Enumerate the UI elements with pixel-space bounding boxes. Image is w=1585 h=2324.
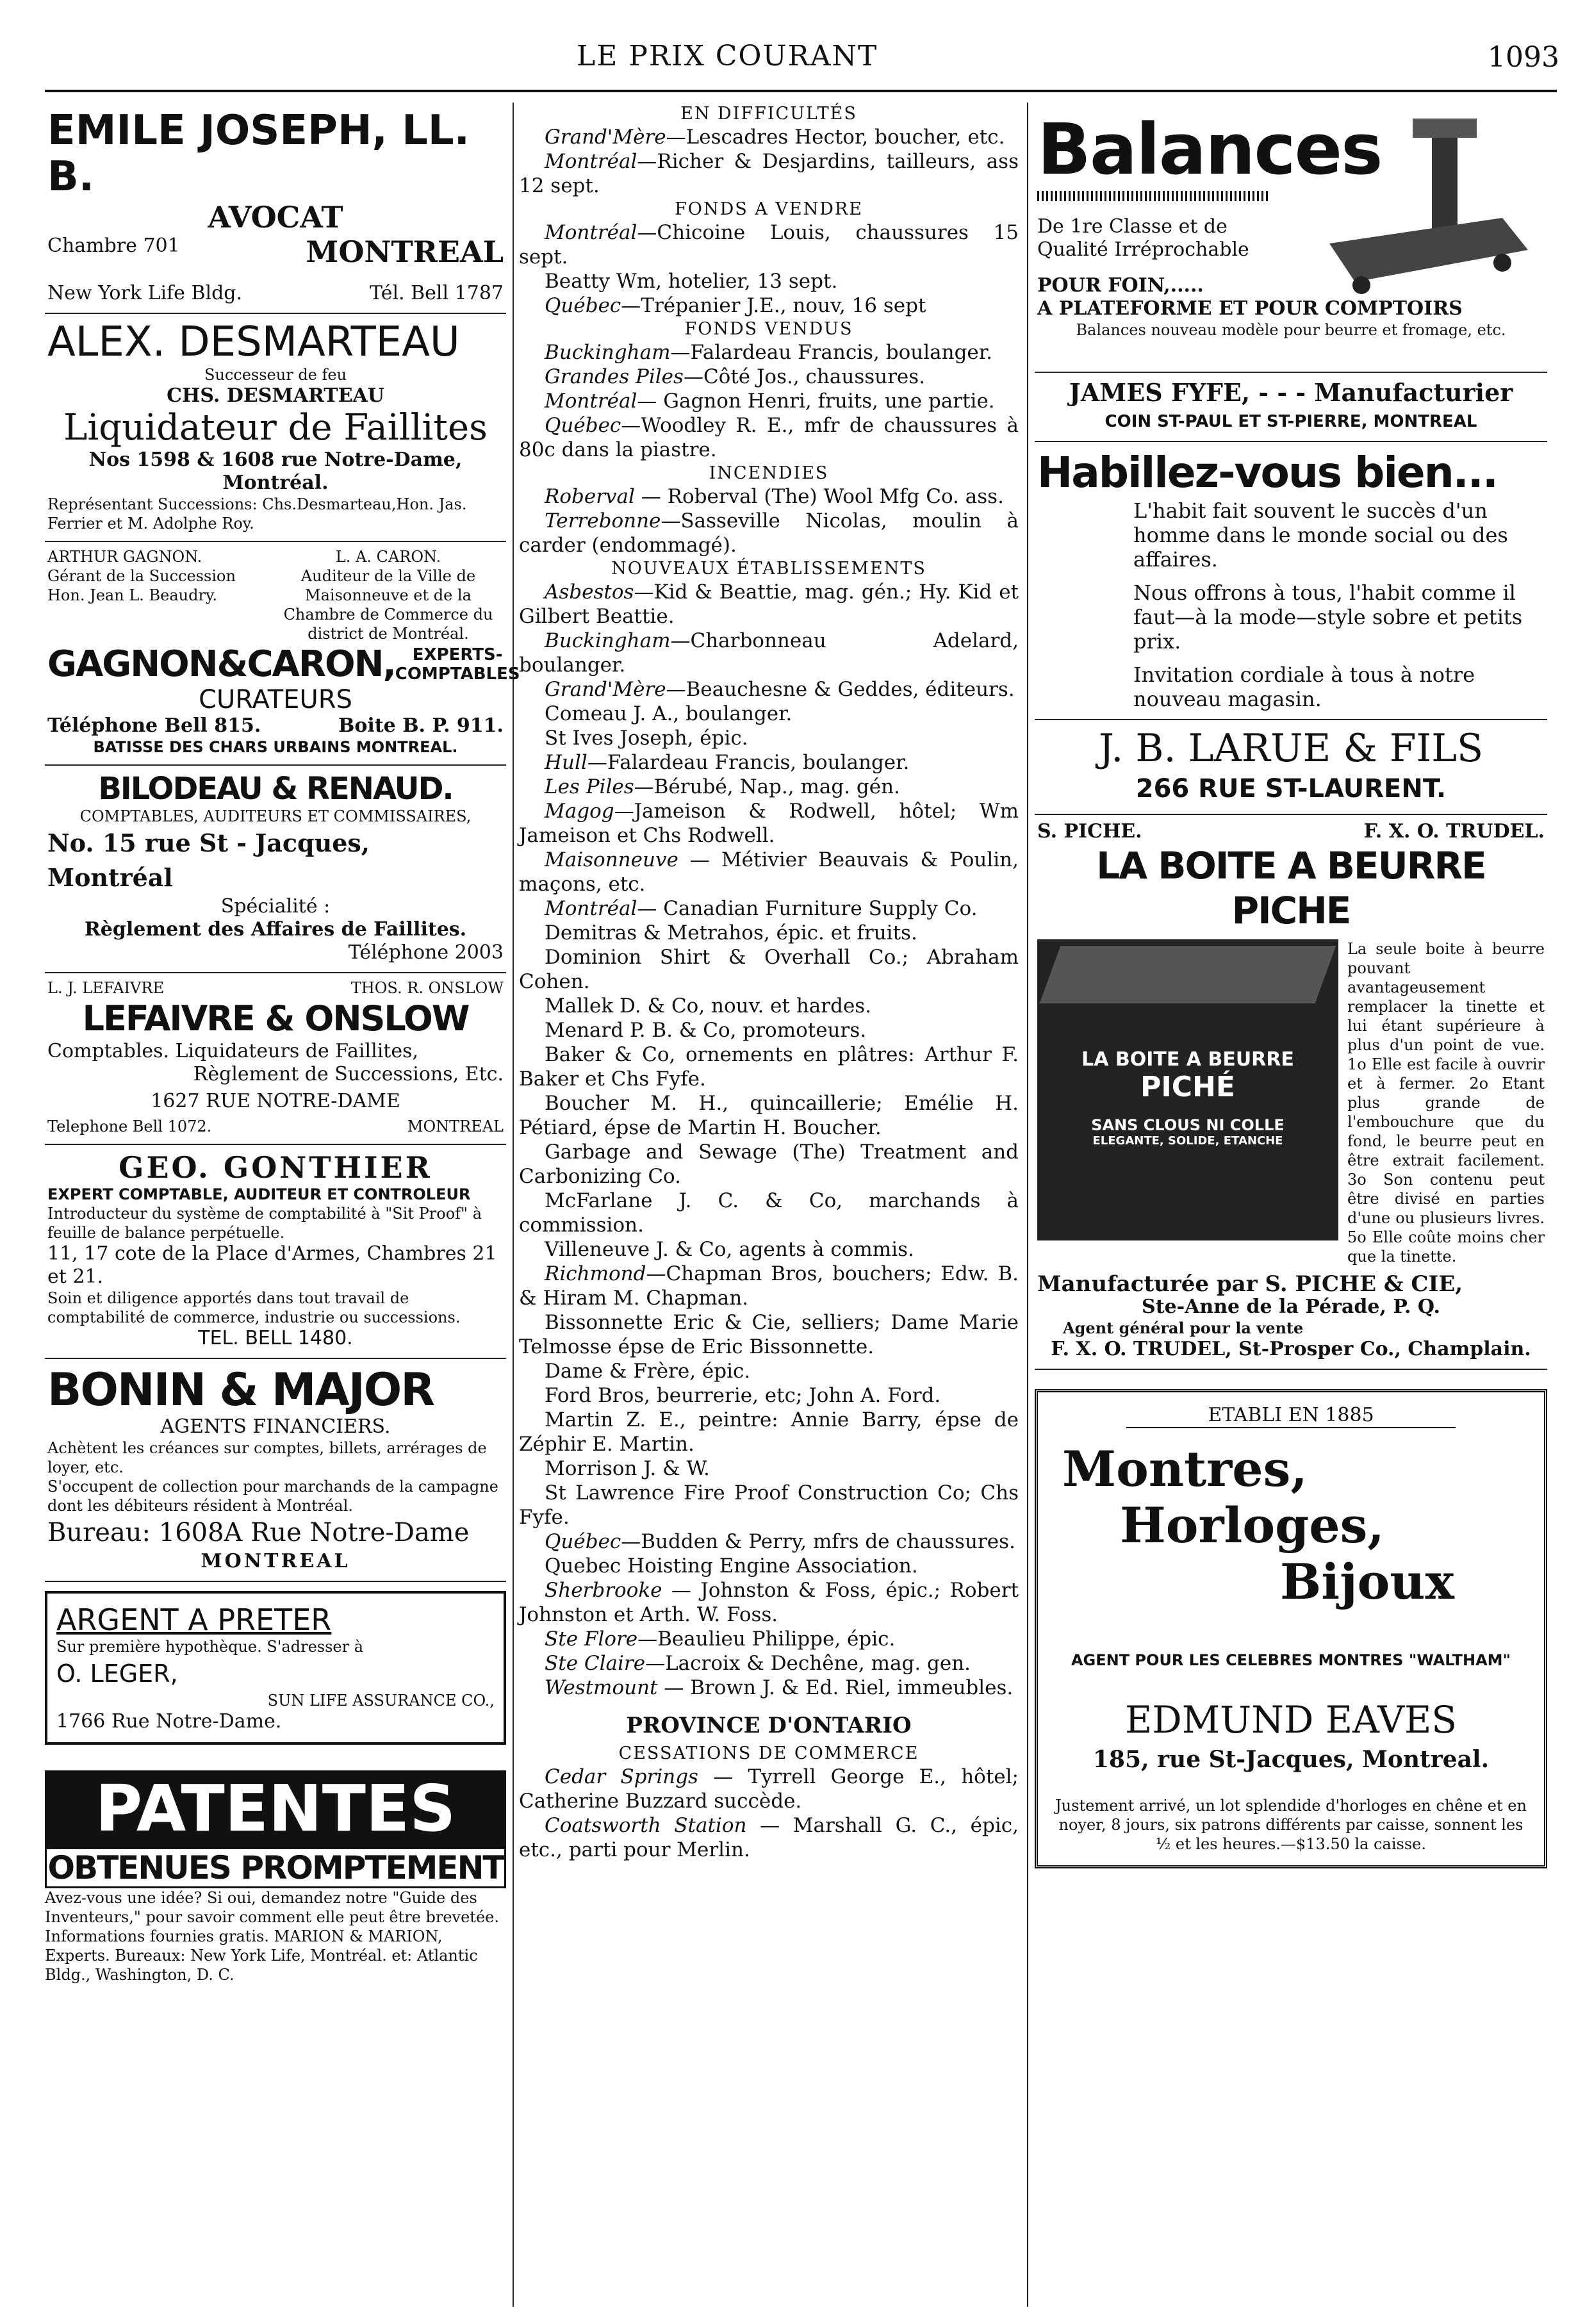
listing-place: Montréal [545, 897, 637, 920]
ad-name: LEFAIVRE & ONSLOW [82, 998, 469, 1039]
listing-place: Buckingham [545, 341, 671, 364]
listing-entry [519, 220, 1019, 269]
listing-entry [519, 629, 1019, 677]
ad-fyfe [1035, 373, 1547, 442]
listing-text: —Beauchesne & Geddes, éditeurs. [666, 678, 1015, 701]
ad-text: A PLATEFORME ET POUR COMPTOIRS [1037, 297, 1463, 320]
ad-habillez [1035, 442, 1547, 720]
section-heading: FONDS A VENDRE [675, 199, 863, 219]
listing-text: —Lacroix & Dechêne, mag. gen. [645, 1652, 971, 1675]
listing-entry [519, 580, 1019, 629]
listing-text: —Budden & Perry, mfrs de chaussures. [621, 1530, 1015, 1553]
listing-text: — Marshall G. C., épic, etc., parti pour Merlin. [519, 1814, 1019, 1861]
ad-desmarteau [45, 314, 506, 542]
ad-tel: Téléphone 2003 [348, 941, 504, 964]
listing-place: Westmount [545, 1676, 658, 1699]
listing-entry [519, 413, 1019, 462]
ad-name: O. LEGER, [56, 1660, 178, 1688]
listing-entry [519, 1237, 1019, 1262]
ad-tel: TEL. BELL 1480. [198, 1327, 353, 1349]
listing-text: Ford Bros, beurrerie, etc; John A. Ford. [545, 1384, 941, 1407]
listing-place: Grand'Mère [545, 678, 666, 701]
ad-text: Manufacturée par S. PICHE & CIE, [1037, 1271, 1463, 1297]
listing-text: —Beaulieu Philippe, épic. [637, 1628, 896, 1651]
listing-place: Cedar Springs [545, 1765, 698, 1788]
listing-entry [519, 921, 1019, 945]
listing-entry [519, 1310, 1019, 1359]
ad-text: ARTHUR GAGNON. [47, 548, 202, 566]
ad-text: L'habit fait souvent le succès d'un homme dans le monde social ou des affaires. [1133, 499, 1508, 572]
column-left [45, 103, 520, 2307]
ad-text: EXPERTS-COMPTABLES [395, 645, 520, 684]
listing-text: —Falardeau Francis, boulanger. [587, 751, 910, 774]
listing-place: Coatsworth Station [545, 1814, 747, 1837]
ad-text: Introducteur du système de comptabilité à "Sit Proof" à feuille de balance perpétuelle. [47, 1205, 482, 1242]
ad-text: EXPERT COMPTABLE, AUDITEUR ET CONTROLEUR [47, 1185, 471, 1203]
ad-balances [1035, 103, 1547, 373]
ad-lefaivre [45, 973, 506, 1145]
ad-text: F. X. O. TRUDEL, St-Prosper Co., Champlain. [1051, 1338, 1531, 1360]
ad-address: 1766 Rue Notre-Dame. [56, 1710, 282, 1733]
listing-place: Roberval [545, 485, 635, 508]
listing-entry [519, 1189, 1019, 1237]
column-divider [1027, 103, 1028, 2307]
ad-address: BATISSE DES CHARS URBAINS MONTREAL. [93, 738, 458, 756]
listing-place: Montréal [545, 390, 637, 413]
ad-tel: Telephone Bell 1072. [47, 1117, 212, 1135]
section-heading: NOUVEAUX ÉTABLISSEMENTS [611, 559, 926, 579]
listing-text: —Kid & Beattie, mag. gén.; Hy. Kid et Gilbert Beattie. [519, 581, 1019, 628]
listing-entry [519, 484, 1019, 509]
ad-title: Habillez-vous bien... [1037, 448, 1497, 497]
butter-box-illustration [1037, 939, 1338, 1240]
ad-name: ALEX. DESMARTEAU [47, 318, 460, 366]
ad-leger [45, 1591, 506, 1745]
ad-address: Nos 1598 & 1608 rue Notre-Dame, Montréal. [88, 449, 463, 494]
listing-entry [519, 1813, 1019, 1862]
ad-text: Invitation cordiale à tous à notre nouveau magasin. [1133, 663, 1475, 711]
ad-text: L. A. CARON. [335, 548, 441, 566]
listing-place: Montréal [545, 150, 637, 173]
ad-text: Hon. Jean L. Beaudry. [47, 586, 217, 604]
ad-address: 266 RUE ST-LAURENT. [1135, 774, 1447, 804]
crate-text: SANS CLOUS NI COLLE [1091, 1116, 1285, 1134]
listing-text: —Woodley R. E., mfr de chaussures à 80c dans la piastre. [519, 414, 1019, 461]
ad-title: Bijoux [1280, 1553, 1454, 1610]
ad-piche [1035, 815, 1547, 1370]
listing-text: —Chicoine Louis, chaussures 15 sept. [519, 221, 1019, 268]
ad-text: Sur première hypothèque. S'adresser à [56, 1638, 364, 1656]
ad-joseph [45, 103, 506, 314]
ad-name: JAMES FYFE, - - - Manufacturier [1069, 378, 1513, 407]
ad-text: Successeur de feu [204, 366, 347, 384]
ad-rule [1037, 191, 1268, 201]
listing-text: —Jameison & Rodwell, hôtel; Wm Jameison et Chs Rodwell. [519, 800, 1019, 847]
ad-text: AGENT POUR LES CELEBRES MONTRES "WALTHAM" [1071, 1651, 1511, 1669]
ad-address: Ste-Anne de la Pérade, P. Q. [1142, 1296, 1440, 1318]
ad-text: L. J. LEFAIVRE [47, 979, 164, 997]
listing-text: Baker & Co, ornements en plâtres: Arthur F. Baker et Chs Fyfe. [519, 1043, 1019, 1091]
listing-text: Comeau J. A., boulanger. [545, 702, 793, 725]
listing-entry [519, 1578, 1019, 1627]
ad-text: Règlement de Successions, Etc. [193, 1063, 504, 1085]
ad-text: POUR FOIN,..... [1037, 274, 1204, 297]
listing-text: —Côté Jos., chaussures. [683, 365, 926, 388]
listing-place: Asbestos [545, 581, 634, 604]
section-heading: FONDS VENDUS [684, 319, 853, 339]
scale-icon [1323, 115, 1534, 301]
ad-text: Règlement des Affaires de Faillites. [84, 918, 467, 941]
listing-place: Magog [545, 800, 614, 823]
listing-place: Buckingham [545, 629, 671, 652]
listing-entry [519, 1627, 1019, 1651]
listing-place: Montréal [545, 221, 637, 244]
listing-place: Ste Claire [545, 1652, 646, 1675]
listing-text: St Ives Joseph, épic. [545, 727, 748, 750]
ad-address: 11, 17 cote de la Place d'Armes, Chambres 21 et 21. [47, 1242, 497, 1288]
listing-place: Maisonneuve [545, 848, 678, 871]
ad-room: Chambre 701 [47, 235, 180, 257]
listing-text: —Falardeau Francis, boulanger. [670, 341, 993, 364]
ad-text: S'occupent de collection pour marchands de la campagne dont les débiteurs résident à Montréal. [47, 1478, 498, 1515]
listing-text: Dominion Shirt & Overhall Co.; Abraham Cohen. [519, 946, 1019, 993]
listing-text: — Gagnon Henri, fruits, une partie. [637, 390, 995, 413]
ad-name: EMILE JOSEPH, LL. B. [47, 107, 470, 201]
listing-place: Québec [545, 414, 621, 437]
listing-text: Demitras & Metrahos, épic. et fruits. [545, 921, 917, 944]
ad-text: Agent général pour la vente [1063, 1319, 1304, 1337]
listing-entry [519, 365, 1019, 389]
listing-entry [519, 1481, 1019, 1529]
ad-city: MONTREAL [407, 1117, 504, 1135]
ad-text: Avez-vous une idée? Si oui, demandez notre "Guide des Inventeurs," pour savoir comment elle peut être brevetée. Informations fournies gratis. MARION & MARION, Experts. Bureaux: New York Life, Montréal. et: Atlantic Bldg., Washington, D. C. [45, 1889, 499, 1984]
listing-entry [519, 1651, 1019, 1676]
page-title: LE PRIX COURANT [577, 40, 878, 72]
listing-entry [519, 269, 1019, 293]
page-number: 1093 [1488, 41, 1559, 74]
ad-address: 1627 RUE NOTRE-DAME [151, 1090, 400, 1112]
listing-text: —Richer & Desjardins, tailleurs, ass 12 sept. [519, 150, 1019, 197]
ad-city: MONTREAL [201, 1550, 350, 1572]
ad-text: F. X. O. TRUDEL. [1363, 820, 1545, 843]
listing-text: Quebec Hoisting Engine Association. [545, 1554, 918, 1578]
ad-name: EDMUND EAVES [1124, 1698, 1458, 1742]
listing-entry [519, 293, 1019, 318]
listing-entry [519, 726, 1019, 750]
listing-entry [519, 896, 1019, 921]
ad-name: GAGNON&CARON, [47, 643, 395, 685]
listing-text: Martin Z. E., peintre: Annie Barry, épse de Zéphir E. Martin. [519, 1408, 1019, 1456]
listing-entry [519, 1456, 1019, 1481]
column-divider [513, 103, 514, 2307]
listing-text: —Sasseville Nicolas, moulin à carder (endommagé). [519, 509, 1019, 557]
ad-title: ARGENT A PRETER [56, 1603, 332, 1637]
ad-text: Spécialité : [220, 895, 331, 918]
ad-text: Nous offrons à tous, l'habit comme il faut—à la mode—style sobre et petits prix. [1133, 581, 1523, 654]
column-right [1035, 103, 1547, 2307]
listing-place: Ste Flore [545, 1628, 638, 1651]
ad-title: LA BOITE A BEURRE PICHE [1096, 844, 1486, 932]
listing-entry [519, 509, 1019, 557]
listing-entry [519, 1140, 1019, 1189]
listing-text: —Charbonneau Adelard, boulanger. [519, 629, 1019, 677]
listing-text: — Canadian Furniture Supply Co. [637, 897, 978, 920]
listing-entry [519, 702, 1019, 726]
crate-text: PICHÉ [1140, 1071, 1235, 1103]
ad-title: Montres, [1062, 1440, 1308, 1497]
listing-place: Terrebonne [545, 509, 661, 532]
listing-text: St Lawrence Fire Proof Construction Co; Chs Fyfe. [519, 1481, 1019, 1529]
ad-address: No. 15 rue St - Jacques, Montréal [47, 828, 370, 892]
province-heading: PROVINCE D'ONTARIO [626, 1713, 912, 1738]
listing-entry [519, 1018, 1019, 1043]
ad-bilodeau [45, 766, 506, 973]
listing-entry [519, 389, 1019, 413]
listing-text: Bissonnette Eric & Cie, selliers; Dame Marie Telmosse épse de Eric Bissonnette. [519, 1311, 1019, 1358]
listing-entry [519, 848, 1019, 896]
ad-name: J. B. LARUE & FILS [1098, 726, 1484, 771]
ad-text: SUN LIFE ASSURANCE CO., [267, 1692, 495, 1710]
ad-text: THOS. R. ONSLOW [350, 979, 504, 997]
listing-place: Les Piles [545, 775, 634, 798]
ad-title: Liquidateur de Faillites [63, 407, 488, 449]
listing-entry [519, 1359, 1019, 1383]
ad-title: Horloges, [1120, 1497, 1384, 1554]
ad-text: Qualité Irréprochable [1037, 238, 1249, 261]
crate-text: ELEGANTE, SOLIDE, ETANCHE [1092, 1134, 1283, 1148]
listing-text: —Bérubé, Nap., mag. gén. [634, 775, 900, 798]
listing-text: — Tyrrell George E., hôtel; Catherine Buzzard succède. [519, 1765, 1019, 1813]
listing-text: —Trépanier J.E., nouv, 16 sept [621, 294, 926, 317]
ad-text: Représentant Successions: Chs.Desmarteau,Hon. Jas. Ferrier et M. Adolphe Roy. [47, 495, 467, 532]
listing-entry [519, 149, 1019, 198]
listing-text: Garbage and Sewage (The) Treatment and Carbonizing Co. [519, 1141, 1019, 1188]
ad-text: La seule boite à beurre pouvant avantageusement remplacer la tinette et lui étant supérieure à plus d'un point de vue. 1o Elle est facile à ouvrir et à fermer. 2o Etant plus grande de l'embouchure que du fond, le beurre peut en être extrait facilement. 3o Son contenu peut être divisé en parties d'une ou plusieurs livres. 5o Elle coûte moins cher que la tinette. [1347, 940, 1545, 1265]
listing-entry [519, 945, 1019, 994]
ad-name: BONIN & MAJOR [47, 1364, 434, 1416]
listing-text: Morrison J. & W. [545, 1457, 710, 1480]
listing-place: Grand'Mère [545, 126, 666, 149]
ad-text: Boite B. P. 911. [338, 714, 504, 737]
listing-entry [519, 1554, 1019, 1578]
ad-gonthier [45, 1145, 506, 1359]
page-header [0, 0, 1585, 96]
listing-place: Québec [545, 1530, 621, 1553]
ad-eaves [1035, 1389, 1547, 1868]
ad-title: Balances [1037, 108, 1382, 190]
listing-text: — Brown J. & Ed. Riel, immeubles. [657, 1676, 1014, 1699]
listing-text: Mallek D. & Co, nouv. et hardes. [545, 994, 872, 1018]
ad-tel: Téléphone Bell 815. [47, 714, 261, 737]
listing-text: Villeneuve J. & Co, agents à commis. [545, 1238, 914, 1261]
ad-address: Bureau: 1608A Rue Notre-Dame [47, 1518, 470, 1547]
crate-text: LA BOITE A BEURRE [1081, 1048, 1294, 1071]
ad-subtitle: OBTENUES PROMPTEMENT [45, 1847, 506, 1888]
ad-text: Soin et diligence apportés dans tout travail de comptabilité de commerce, industrie ou successions. [47, 1289, 461, 1326]
section-heading: INCENDIES [709, 463, 829, 483]
listing-text: McFarlane J. C. & Co, marchands à commission. [519, 1189, 1019, 1237]
ad-address: 185, rue St-Jacques, Montreal. [1092, 1746, 1490, 1773]
section-heading: CESSATIONS DE COMMERCE [618, 1743, 919, 1763]
ad-patentes [45, 1770, 506, 1984]
ad-text: S. PICHE. [1037, 820, 1142, 843]
listing-entry [519, 1043, 1019, 1091]
ad-text: Comptables. Liquidateurs de Faillites, [47, 1040, 419, 1062]
listing-place: Richmond [545, 1262, 646, 1285]
listing-entry [519, 340, 1019, 365]
ad-text: ETABLI EN 1885 [1126, 1404, 1456, 1428]
ad-text: AGENTS FINANCIERS. [160, 1415, 391, 1438]
ad-gagnon-caron [45, 542, 520, 766]
column-middle [519, 103, 1019, 2307]
listing-text: Dame & Frère, épic. [545, 1360, 751, 1383]
header-rule [45, 90, 1557, 92]
ad-text: De 1re Classe et de [1037, 215, 1228, 238]
listing-text: — Métivier Beauvais & Poulin, maçons, etc. [519, 848, 1019, 896]
listing-text: —Chapman Bros, bouchers; Edw. B. & Hiram M. Chapman. [519, 1262, 1019, 1310]
ad-text: CURATEURS [199, 685, 352, 714]
listing-entry [519, 1765, 1019, 1813]
listing-text: —Lescadres Hector, boucher, etc. [666, 126, 1005, 149]
listing-place: Hull [545, 751, 587, 774]
ad-text: Justement arrivé, un lot splendide d'horloges en chêne et en noyer, 8 jours, six patrons différents par caisse, sonnent les ½ et les heures.—$13.50 la caisse. [1055, 1797, 1527, 1853]
ad-tel: Tél. Bell 1787 [370, 282, 504, 304]
ad-title: PATENTES [45, 1770, 506, 1847]
listing-entry [519, 1408, 1019, 1456]
listing-entry [519, 1676, 1019, 1700]
ad-text: Gérant de la Succession [47, 567, 236, 585]
listing-place: Québec [545, 294, 621, 317]
listing-entry [519, 1091, 1019, 1140]
ad-name: GEO. GONTHIER [119, 1150, 432, 1185]
ad-text: COMPTABLES, AUDITEURS ET COMMISSAIRES, [79, 807, 472, 825]
listing-text: Menard P. B. & Co, promoteurs. [545, 1019, 867, 1042]
listing-entry [519, 994, 1019, 1018]
listing-entry [519, 750, 1019, 775]
ad-text: CHS. DESMARTEAU [167, 384, 384, 407]
ad-bldg: New York Life Bldg. [47, 282, 243, 304]
listing-text: — Roberval (The) Wool Mfg Co. ass. [634, 485, 1004, 508]
listing-text: — Johnston & Foss, épic.; Robert Johnston et Arth. W. Foss. [519, 1579, 1019, 1626]
listing-entry [519, 125, 1019, 149]
ad-text: Balances nouveau modèle pour beurre et fromage, etc. [1076, 321, 1506, 339]
listing-entry [519, 775, 1019, 799]
listing-text: Beatty Wm, hotelier, 13 sept. [545, 270, 838, 293]
ad-title: AVOCAT [208, 200, 343, 235]
listing-place: Grandes Piles [545, 365, 684, 388]
ad-text: Auditeur de la Ville de Maisonneuve et de la Chambre de Commerce du district de Montréal. [283, 567, 493, 643]
listing-entry [519, 1383, 1019, 1408]
ad-address: COIN ST-PAUL ET ST-PIERRE, MONTREAL [1105, 412, 1477, 431]
listing-entry [519, 1529, 1019, 1554]
listing-entry [519, 799, 1019, 848]
ad-city: MONTREAL [306, 235, 504, 269]
ad-text: Achètent les créances sur comptes, billets, arrérages de loyer, etc. [47, 1439, 487, 1476]
ad-name: BILODEAU & RENAUD. [98, 771, 453, 807]
section-heading: EN DIFFICULTÉS [680, 104, 857, 124]
ad-bonin [45, 1359, 506, 1582]
listing-place: Sherbrooke [545, 1579, 662, 1602]
listing-text: Boucher M. H., quincaillerie; Emélie H. Pétiard, épse de Martin H. Boucher. [519, 1092, 1019, 1139]
listing-entry [519, 1262, 1019, 1310]
ad-larue [1035, 720, 1547, 815]
listing-entry [519, 677, 1019, 702]
